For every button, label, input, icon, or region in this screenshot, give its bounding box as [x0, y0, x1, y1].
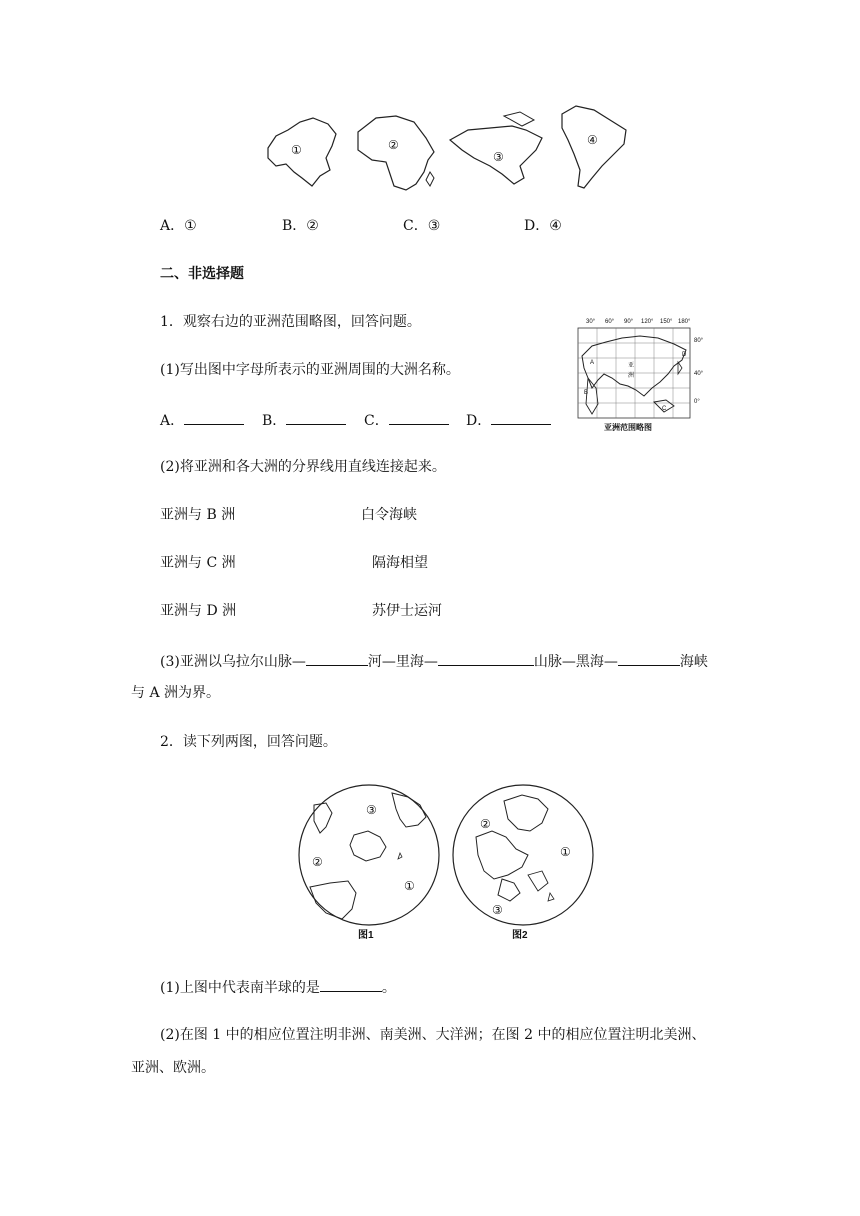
- choice-letter: C．: [403, 218, 428, 234]
- q2-sub1: [160, 979, 396, 995]
- section-title: 二、非选择题: [160, 266, 244, 282]
- south-america-outline: [562, 106, 626, 188]
- answer-blank[interactable]: [438, 653, 534, 666]
- answer-blank[interactable]: [306, 653, 368, 666]
- blank-letter: A．: [160, 413, 185, 429]
- match-left-1: 亚洲与 B 洲: [160, 507, 236, 523]
- continent-label-2: ②: [388, 138, 399, 152]
- sub3-text: (3)亚洲以乌拉尔山脉—: [160, 654, 306, 670]
- match-right-1: 白令海峡: [361, 507, 417, 523]
- fig2-label-2: ②: [480, 817, 491, 831]
- q1-blank-a: [160, 412, 244, 428]
- choice-a[interactable]: [160, 219, 197, 233]
- choice-value: ③: [427, 218, 441, 234]
- lon-label: 150°: [660, 319, 673, 325]
- lon-label: 120°: [641, 319, 654, 325]
- match-left-3: 亚洲与 D 洲: [160, 603, 237, 619]
- choice-letter: D．: [524, 218, 550, 234]
- region-label-b: B: [584, 390, 589, 396]
- fig2-label-1: ①: [560, 845, 571, 859]
- choice-b[interactable]: [282, 219, 319, 233]
- choice-value: ①: [184, 218, 197, 234]
- sub3-text: 海峡: [679, 654, 708, 670]
- blank-letter: D．: [466, 413, 492, 429]
- lon-label: 180°: [678, 319, 691, 325]
- sub3-text: 山脉—黑海—: [533, 654, 618, 670]
- q1-blank-c: [364, 412, 449, 428]
- lon-label: 30°: [586, 319, 596, 325]
- answer-blank[interactable]: [184, 412, 244, 425]
- fig1-label-3: ③: [366, 803, 377, 817]
- q2-sub1-text: (1)上图中代表南半球的是: [160, 980, 320, 996]
- hemisphere-2-graphic: [450, 783, 596, 941]
- asia-outline: [268, 118, 336, 186]
- figure-2: [450, 783, 596, 941]
- q1-sub3-line1: [160, 653, 708, 669]
- answer-blank[interactable]: [389, 412, 449, 425]
- blank-letter: C．: [364, 413, 389, 429]
- choice-letter: B．: [282, 218, 307, 234]
- fig1-label-2: ②: [312, 855, 323, 869]
- fig2-label-3: ③: [492, 903, 503, 917]
- sub3-text: 河—里海—: [367, 654, 438, 670]
- q2-prompt: 2．读下列两图，回答问题。: [160, 734, 337, 750]
- lat-label: 40°: [694, 371, 704, 377]
- choice-d[interactable]: [524, 219, 562, 233]
- lon-label: 60°: [605, 319, 615, 325]
- match-right-2: 隔海相望: [372, 555, 428, 571]
- match-right-3: 苏伊士运河: [372, 603, 442, 619]
- q2-sub2-line1: (2)在图 1 中的相应位置注明非洲、南美洲、大洋洲；在图 2 中的相应位置注明北美洲、: [160, 1027, 706, 1043]
- continent-label-3: ③: [493, 150, 504, 164]
- q2-sub2-line2: 亚洲、欧洲。: [131, 1060, 215, 1076]
- region-label-d: D: [682, 352, 687, 358]
- region-label-a: A: [590, 360, 595, 366]
- q1-sub1: (1)写出图中字母所表示的亚洲周围的大洲名称。: [160, 362, 460, 378]
- lat-label: 80°: [694, 338, 704, 344]
- q2-sub1-end: 。: [381, 980, 396, 996]
- figure-1: [296, 783, 442, 941]
- fig1-label-1: ①: [404, 879, 415, 893]
- continent-outlines: [258, 100, 638, 195]
- lat-label: 0°: [694, 399, 700, 405]
- choice-value: ④: [549, 218, 562, 234]
- africa-outline: [358, 116, 434, 190]
- q1-sub3-line2: 与 A 洲为界。: [131, 685, 221, 701]
- blank-letter: B．: [262, 413, 287, 429]
- fig1-caption: 图1: [358, 930, 374, 941]
- choice-value: ②: [306, 218, 319, 234]
- region-label-ya: 亚: [628, 363, 635, 369]
- q1-blank-b: [262, 412, 346, 428]
- q1-blank-d: [466, 412, 551, 428]
- region-label-zhou: 洲: [628, 373, 635, 379]
- answer-blank[interactable]: [286, 412, 346, 425]
- q1-sub2: (2)将亚洲和各大洲的分界线用直线连接起来。: [160, 459, 446, 475]
- asia-map-caption: 亚洲范围略图: [604, 423, 652, 432]
- continent-label-1: ①: [291, 143, 302, 157]
- asia-map-graphic: [574, 316, 710, 434]
- match-left-2: 亚洲与 C 洲: [160, 555, 236, 571]
- asia-range-map: [574, 316, 710, 434]
- choice-c[interactable]: [403, 219, 440, 233]
- fig2-caption: 图2: [512, 930, 528, 941]
- lon-label: 90°: [624, 319, 634, 325]
- continents-figure: [258, 100, 638, 195]
- answer-blank[interactable]: [618, 653, 680, 666]
- answer-blank[interactable]: [491, 412, 551, 425]
- region-label-c: C: [662, 406, 667, 412]
- choice-letter: A．: [160, 218, 185, 234]
- continent-label-4: ④: [587, 133, 598, 147]
- q1-prompt: 1．观察右边的亚洲范围略图，回答问题。: [160, 314, 421, 330]
- answer-blank[interactable]: [320, 979, 382, 992]
